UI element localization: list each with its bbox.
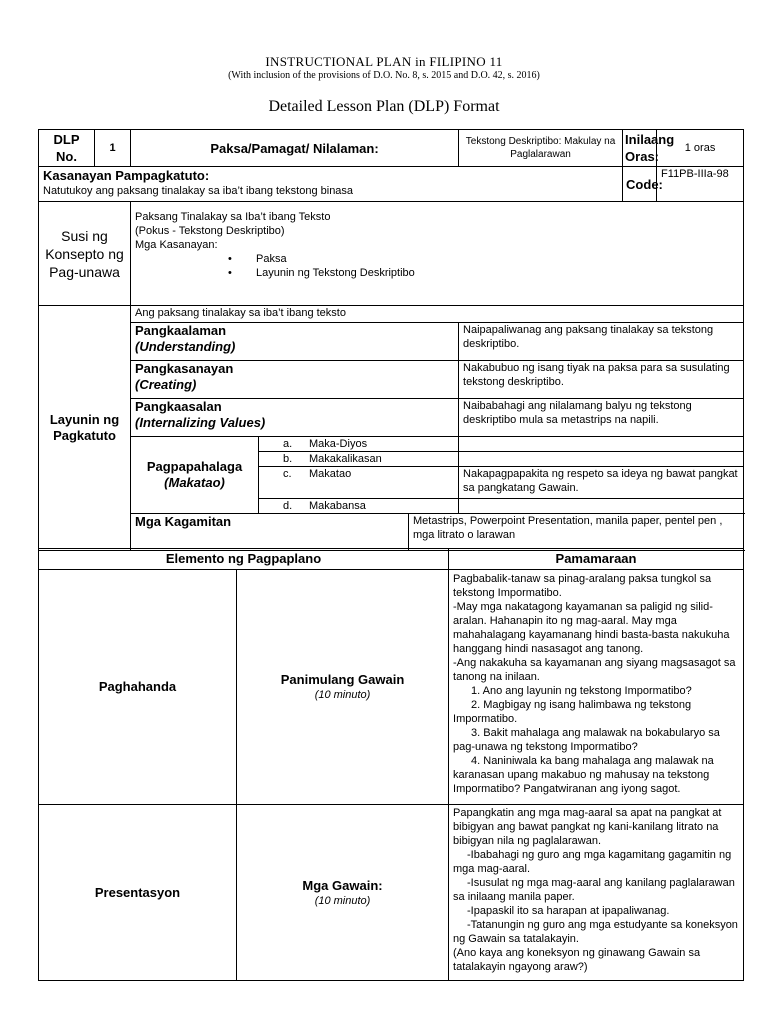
panimula-procedure <box>449 570 744 805</box>
dlp-label: DLP No. <box>39 130 95 167</box>
susi-line-1: Paksang Tinalakay sa Iba’t ibang Teksto <box>135 211 331 223</box>
value-text: Makatao <box>309 468 352 480</box>
gawain-label: Mga Gawain: <box>302 877 383 893</box>
value-letter: c. <box>283 468 292 480</box>
value-desc-empty <box>459 499 744 514</box>
document-heading: Detailed Lesson Plan (DLP) Format <box>268 98 500 115</box>
susi-bullet: • Layunin ng Tekstong Deskriptibo <box>135 266 739 280</box>
code-label: Code: <box>623 167 657 202</box>
value-letter: b. <box>283 453 293 465</box>
value-item <box>259 467 459 499</box>
pangkaalaman-cell <box>131 323 459 361</box>
layunin-intro: Ang paksang tinalakay sa iba’t ibang teksto <box>131 306 744 323</box>
pagpapahalaga-en: (Makatao) <box>164 475 225 490</box>
pagpapahalaga-label: Pagpapahalaga <box>146 459 243 474</box>
susi-line-3: Mga Kasanayan: <box>135 239 218 251</box>
susi-bullet-list <box>135 252 739 280</box>
susi-line-2: (Pokus - Tekstong Deskriptibo) <box>135 225 285 237</box>
procedure-item: -Isusulat ng mga mag-aaral ang kanilang paglalarawan sa inilaang manila paper. <box>453 877 735 903</box>
procedure-question: 2. Magbigay ng isang halimbawa ng tekstong Impormatibo. <box>453 699 692 725</box>
pangkaasalan-label: Pangkaasalan <box>135 399 222 414</box>
pangkaalaman-label: Pangkaalaman <box>135 323 227 338</box>
value-desc-empty <box>459 437 744 452</box>
paksa-label: Paksa/Pamagat/ Nilalaman: <box>131 130 459 167</box>
pangkaalaman-desc: Naipapaliwanag ang paksang tinalakay sa tekstong deskriptibo. <box>459 323 744 361</box>
value-text: Makakalikasan <box>309 453 382 465</box>
procedure-question: 4. Naniniwala ka bang mahalaga ang malawak na karanasan upang makabuo ng mahusay na tekstong Impormatibo? Pangatwiranan ang iyong sagot. <box>453 755 714 795</box>
pangkaasalan-desc: Naibabahagi ang nilalamang balyu ng tekstong deskriptibo mula sa metastrips na napili. <box>459 399 744 437</box>
pangkaasalan-cell <box>131 399 459 437</box>
procedure-question: 1. Ano ang layunin ng tekstong Impormatibo? <box>471 685 692 697</box>
lesson-info-table <box>38 129 744 551</box>
procedure-paragraph: -May mga nakatagong kayamanan sa paligid ng silid-aralan. Hahanapin ito ng mag-aaral. May mga mahahalagang kayamanang hindi basta-basta nakukuha hanggang hindi nasasagot ang tanong. <box>453 601 730 655</box>
procedure-item: -Ipapaskil ito sa harapan at ipapaliwanag. <box>467 905 670 917</box>
procedure-paragraph: Papangkatin ang mga mag-aaral sa apat na pangkat at bibigyan ang bawat pangkat ng kani-kanilang litrato na bibigyan nila ng paglalarawan. <box>453 807 722 847</box>
pangkasanayan-label: Pangkasanayan <box>135 361 234 376</box>
value-text: Maka-Diyos <box>309 438 368 450</box>
pagpapahalaga-desc: Nakapagpapakita ng respeto sa ideya ng bawat pangkat sa pangkatang Gawain. <box>459 467 744 499</box>
plan-table <box>38 548 744 981</box>
procedure-item: -Ibabahagi ng guro ang mga kagamitang gagamitin ng mga mag-aaral. <box>453 849 732 875</box>
gawain-cell <box>237 805 449 981</box>
pangkasanayan-en: (Creating) <box>135 377 197 392</box>
pagpapahalaga-cell <box>131 437 259 514</box>
paksa-value: Tekstong Deskriptibo: Makulay na Paglalarawan <box>459 130 623 167</box>
code-value: F11PB-IIIa-98 <box>657 167 744 202</box>
oras-value: 1 oras <box>657 130 744 167</box>
panimula-time: (10 minuto) <box>314 689 371 701</box>
pangkaasalan-en: (Internalizing Values) <box>135 415 266 430</box>
gawain-procedure <box>449 805 744 981</box>
procedure-closing: (Ano kaya ang koneksyon ng ginawang Gawain sa tatalakayin ngayong araw?) <box>453 947 701 973</box>
pangkasanayan-cell <box>131 361 459 399</box>
paghahanda-label: Paghahanda <box>39 570 237 805</box>
document-title: INSTRUCTIONAL PLAN in FILIPINO 11 <box>265 54 503 69</box>
kagamitan-value: Metastrips, Powerpoint Presentation, manila paper, pentel pen , mga litrato o larawan <box>409 514 744 551</box>
oras-label: Inilaang Oras: <box>623 130 657 167</box>
plan-col-pamamaraan: Pamamaraan <box>449 549 744 570</box>
value-item <box>259 499 459 514</box>
pangkasanayan-desc: Nakabubuo ng isang tiyak na paksa para sa susulating tekstong deskriptibo. <box>459 361 744 399</box>
document-subtitle: (With inclusion of the provisions of D.O. No. 8, s. 2015 and D.O. 42, s. 2016) <box>228 70 540 81</box>
value-desc-empty <box>459 452 744 467</box>
procedure-question: 3. Bakit mahalaga ang malawak na bokabularyo sa pag-unawa ng tekstong Impormatibo? <box>453 727 720 753</box>
pangkaalaman-en: (Understanding) <box>135 339 236 354</box>
panimula-cell <box>237 570 449 805</box>
layunin-label: Layunin ng Pagkatuto <box>39 306 131 551</box>
susi-content <box>131 202 744 306</box>
kasanayan-cell <box>39 167 623 202</box>
kagamitan-label: Mga Kagamitan <box>131 514 409 551</box>
procedure-paragraph: -Ang nakakuha sa kayamanan ang siyang magsasagot sa tanong na inilaan. <box>453 657 736 683</box>
gawain-time: (10 minuto) <box>314 894 371 907</box>
susi-label: Susi ng Konsepto ng Pag-unawa <box>39 202 131 306</box>
value-letter: d. <box>283 500 293 512</box>
presentasyon-label: Presentasyon <box>39 805 237 981</box>
value-letter: a. <box>283 438 293 450</box>
susi-bullet: • Paksa <box>135 252 739 266</box>
value-text: Makabansa <box>309 500 366 512</box>
kasanayan-label: Kasanayan Pampagkatuto: <box>43 168 210 183</box>
procedure-paragraph: Pagbabalik-tanaw sa pinag-aralang paksa tungkol sa tekstong Impormatibo. <box>453 573 712 599</box>
value-item <box>259 452 459 467</box>
kasanayan-value: Natutukoy ang paksang tinalakay sa iba’t ibang tekstong binasa <box>43 185 354 197</box>
procedure-item: -Tatanungin ng guro ang mga estudyante sa koneksyon ng Gawain sa tatalakayin. <box>453 919 738 945</box>
plan-col-elemento: Elemento ng Pagpaplano <box>39 549 449 570</box>
dlp-value: 1 <box>95 130 131 167</box>
value-item <box>259 437 459 452</box>
panimula-label: Panimulang Gawain <box>280 672 405 687</box>
